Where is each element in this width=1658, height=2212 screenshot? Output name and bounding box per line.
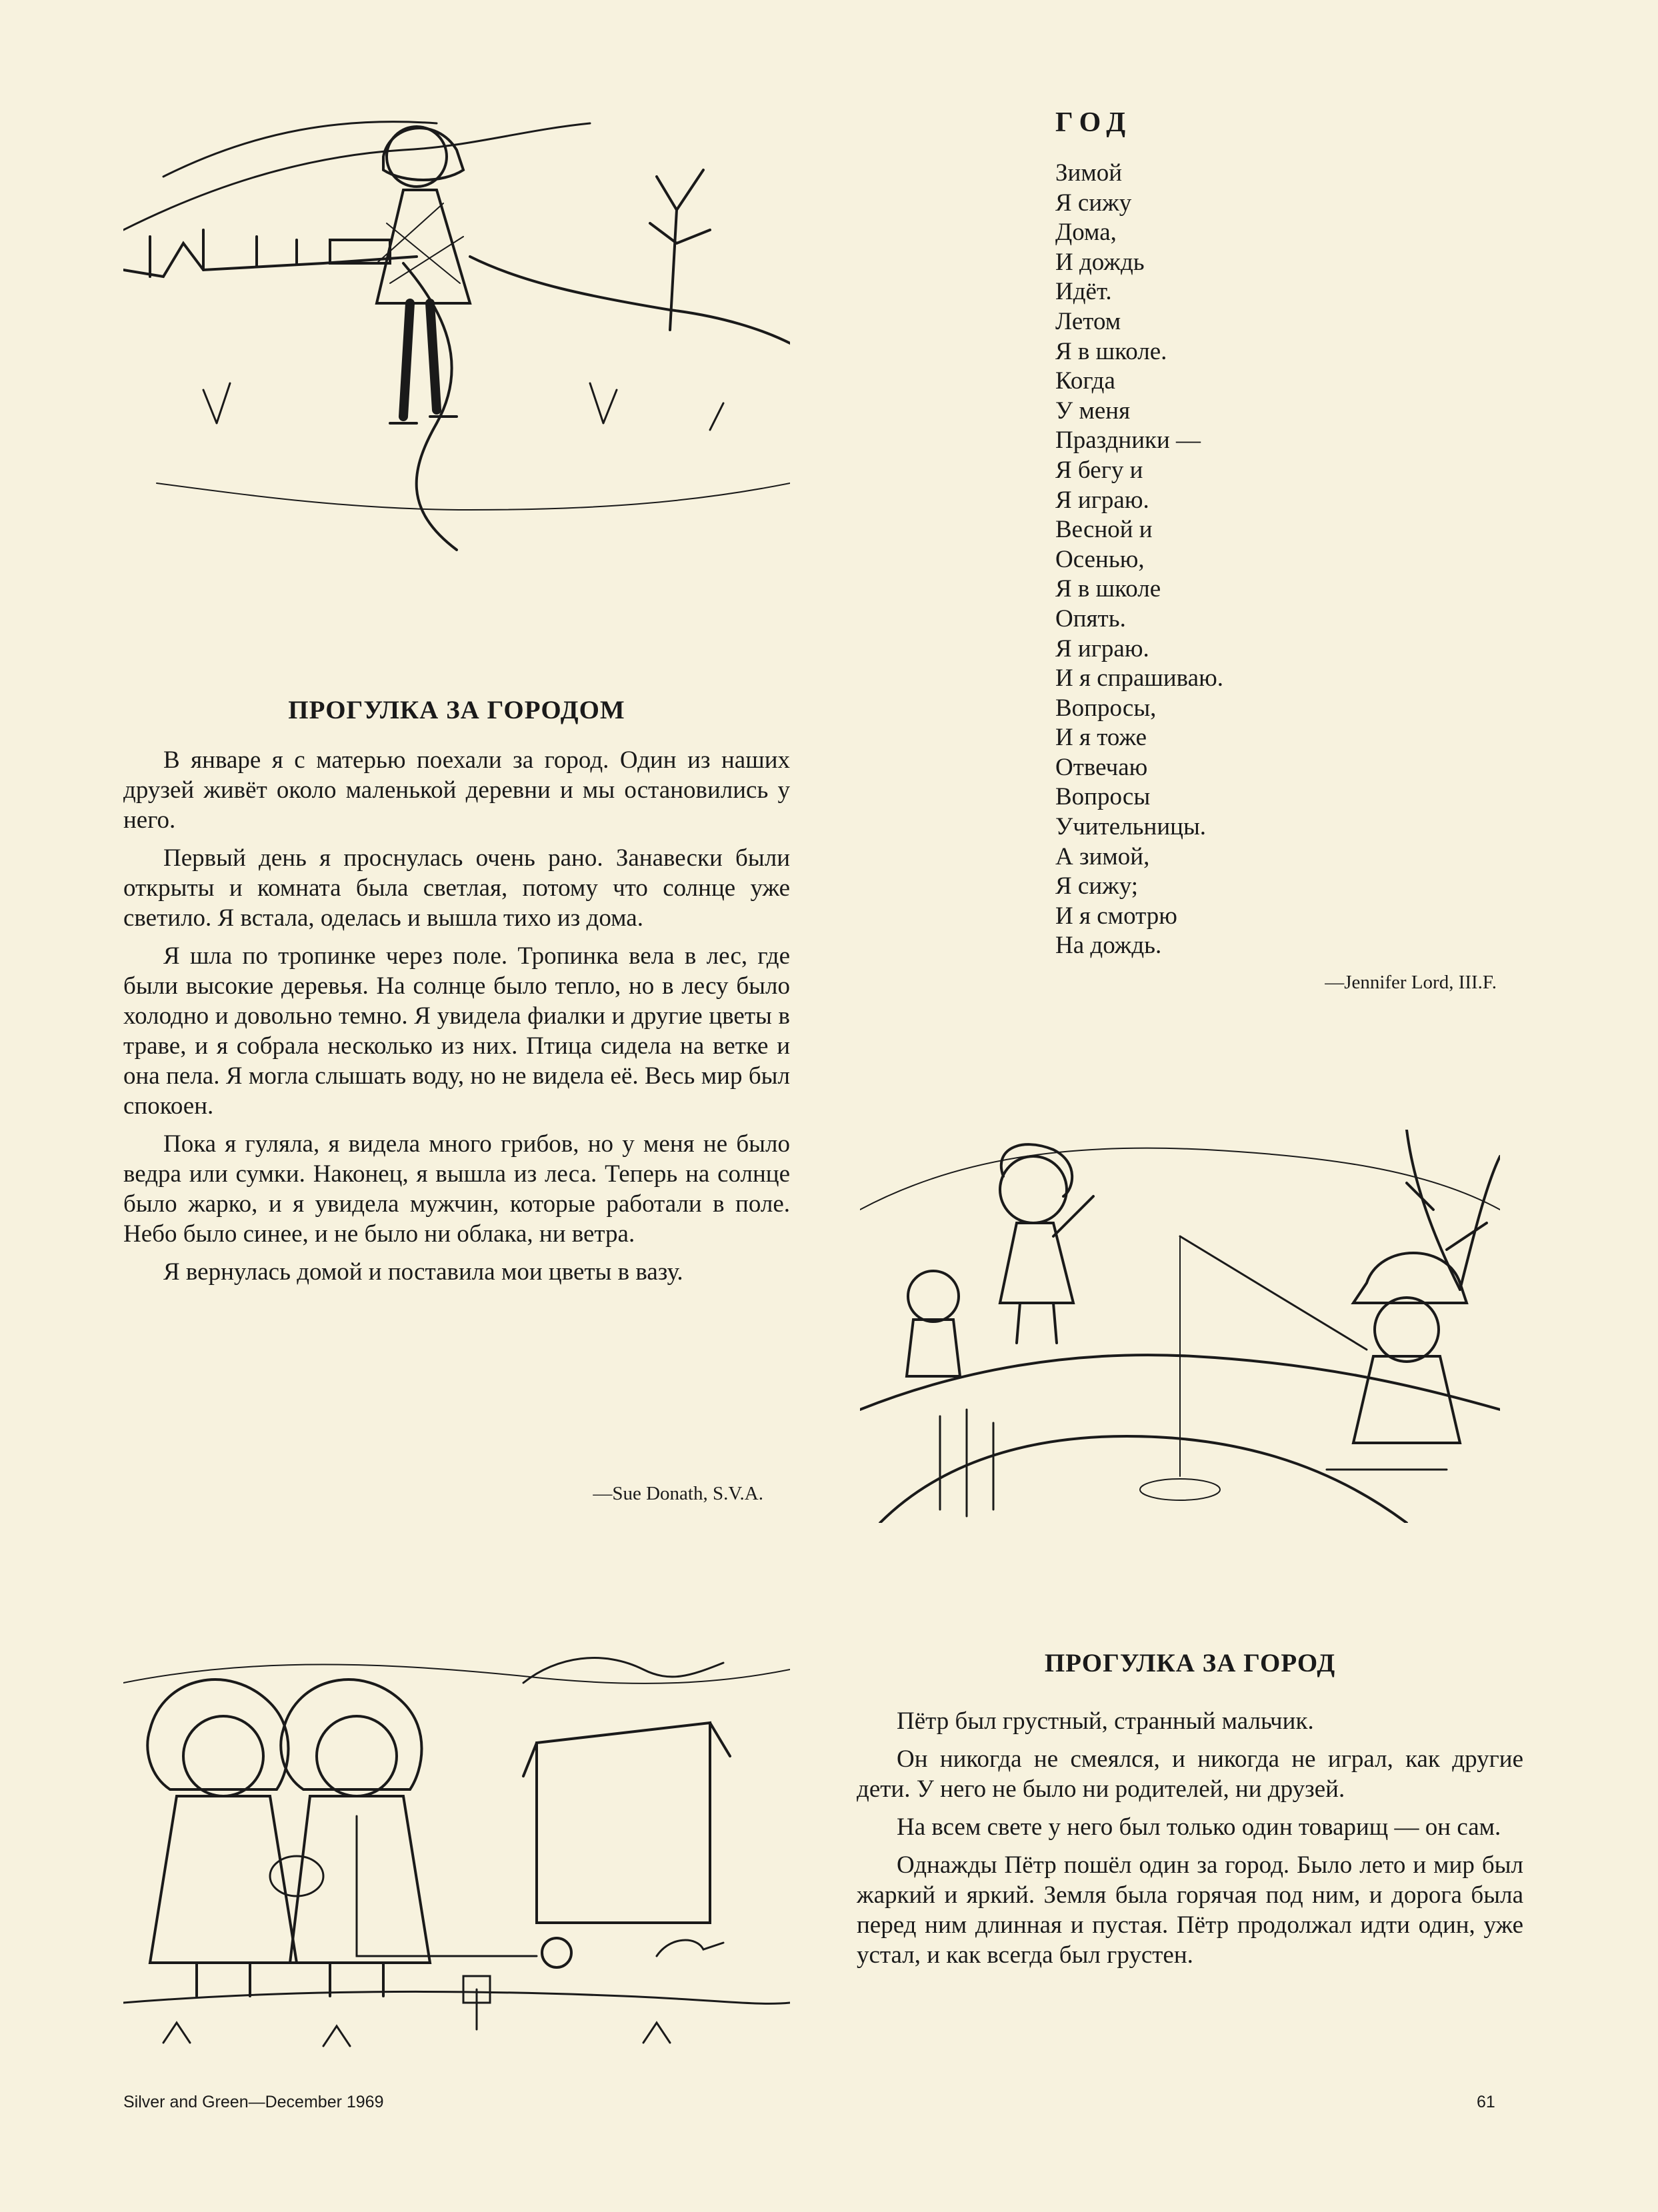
poem-line: Дома, bbox=[1055, 219, 1117, 247]
poem-line: И я тоже bbox=[1055, 724, 1147, 752]
article1-title: ПРОГУЛКА ЗА ГОРОДОМ bbox=[288, 696, 625, 724]
poem-line: Я сижу bbox=[1055, 189, 1132, 217]
article1-paragraph: Первый день я проснулась очень рано. Занавески были открыты и комната была светлая, потому что солнце уже светило. Я встала, оделась и вышла тихо из дома. bbox=[123, 844, 790, 932]
article1-paragraph: Пока я гуляла, я видела много грибов, но у меня не было ведра или сумки. Наконец, я вышла из леса. Теперь на солнце было жарко, и я увидела мужчин, которые работали в поле. Небо было синее, и не было ни облака, ни ветра. bbox=[123, 1130, 790, 1248]
poem-line: Я сижу; bbox=[1055, 872, 1139, 900]
illustration-children-fishing bbox=[860, 1130, 1500, 1523]
article2-paragraph: Он никогда не смеялся, и никогда не играл, как другие дети. У него не было ни родителей, ни друзей. bbox=[857, 1745, 1523, 1803]
poem-line: И я спрашиваю. bbox=[1055, 664, 1223, 692]
poem-line: И я смотрю bbox=[1055, 902, 1177, 930]
poem-line: Я в школе bbox=[1055, 575, 1161, 603]
illustration-girls-with-basket bbox=[123, 1643, 790, 2063]
poem-title: ГОД bbox=[1055, 107, 1133, 138]
poem-line: Летом bbox=[1055, 307, 1121, 335]
poem-line: Я играю. bbox=[1055, 634, 1149, 662]
article2-title: ПРОГУЛКА ЗА ГОРОД bbox=[1044, 1649, 1336, 1677]
poem-lines bbox=[1055, 159, 1223, 961]
article2-paragraph: На всем свете у него был только один товарищ — он сам. bbox=[897, 1813, 1501, 1841]
article1-paragraph: В январе я с матерью поехали за город. Один из наших друзей живёт около маленькой деревни и мы остановились у него. bbox=[123, 746, 790, 834]
article1-body bbox=[123, 745, 790, 1295]
article2-body bbox=[857, 1706, 1523, 1978]
poem-line: Когда bbox=[1055, 367, 1115, 395]
poem-line: Я в школе. bbox=[1055, 337, 1167, 365]
poem-line: На дождь. bbox=[1055, 932, 1162, 960]
poem-line: Зимой bbox=[1055, 159, 1123, 187]
poem-line: Праздники — bbox=[1055, 427, 1201, 455]
article1-credit: —Sue Donath, S.V.A. bbox=[593, 1483, 763, 1504]
page-number: 61 bbox=[1477, 2093, 1495, 2111]
poem-line: Осенью, bbox=[1055, 545, 1145, 573]
article2-paragraph: Однажды Пётр пошёл один за город. Было лето и мир был жаркий и яркий. Земля была горячая под ним, и дорога была перед ним длинная и пустая. Пётр продолжал идти один, уже устал, и как всегда был грустен. bbox=[857, 1851, 1523, 1969]
illustration-girl-walking bbox=[123, 110, 790, 596]
poem-line: Вопросы bbox=[1055, 783, 1151, 811]
poem-line: Я играю. bbox=[1055, 486, 1149, 514]
article2-paragraph: Пётр был грустный, странный мальчик. bbox=[897, 1707, 1314, 1735]
poem-credit: —Jennifer Lord, III.F. bbox=[1325, 972, 1497, 993]
article1-paragraph: Я вернулась домой и поставила мои цветы в вазу. bbox=[163, 1258, 683, 1286]
poem-line: Учительницы. bbox=[1055, 813, 1207, 841]
poem-line: А зимой, bbox=[1055, 842, 1150, 870]
poem-line: Отвечаю bbox=[1055, 753, 1148, 781]
poem-line: Вопросы, bbox=[1055, 694, 1157, 722]
poem-line: У меня bbox=[1055, 397, 1131, 425]
article1-paragraph: Я шла по тропинке через поле. Тропинка вела в лес, где были высокие деревья. На солнце было тепло, но в лесу было холодно и довольно темно. Я увидела фиалки и другие цветы в траве, и я собрала несколько из них. Птица сидела на ветке и она пела. Я могла слышать воду, но не видела её. Весь мир был спокоен. bbox=[123, 942, 790, 1120]
poem-line: Весной и bbox=[1055, 516, 1153, 544]
footer-publication: Silver and Green—December 1969 bbox=[123, 2093, 384, 2111]
poem-line: Опять. bbox=[1055, 604, 1126, 632]
poem-line: Идёт. bbox=[1055, 278, 1112, 306]
poem-line: Я бегу и bbox=[1055, 456, 1143, 484]
poem-line: И дождь bbox=[1055, 248, 1145, 276]
